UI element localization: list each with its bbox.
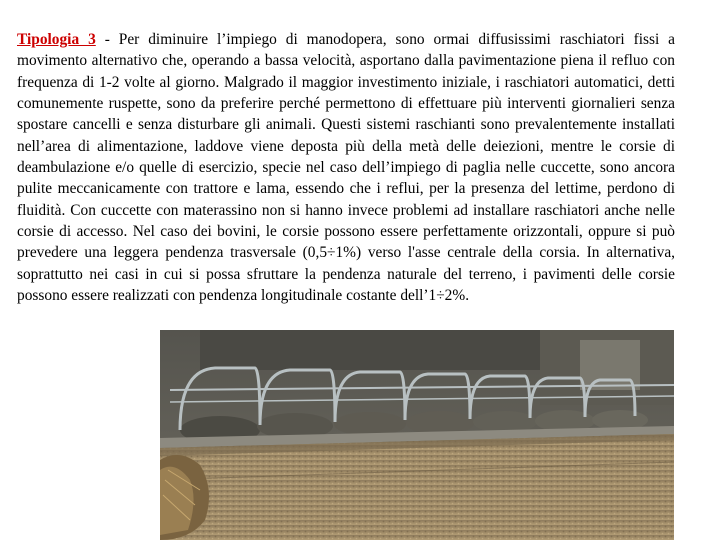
- section-heading: Tipologia 3: [17, 31, 96, 48]
- barn-cubicles-photo: [160, 330, 674, 540]
- body-text: [17, 29, 675, 306]
- body-paragraph: - Per diminuire l’impiego di manodopera, sono ormai diffusissimi raschiatori fissi a movimento alternativo che, operando a bassa velocità, asportano dalla pavimentazione piena il refluo con frequenza di 1-2 volte al giorno. Malgrado il maggior investimento iniziale, i raschiatori automatici, detti comunemente ruspette, sono da preferire perché permettono di effettuare più interventi giornalieri senza spostare cancelli e senza disturbare gli animali. Questi sistemi raschianti sono prevalentemente installati nell’area di alimentazione, laddove viene deposta più della metà delle deiezioni, mentre le corsie di deambulazione e/o quelle di esercizio, specie nel caso dell’impiego di paglia nelle cuccette, sono ancora pulite meccanicamente con trattore e lama, essendo che i reflui, per la presenza del lettime, perdono di fluidità. Con cuccette con materassino non si hanno invece problemi ad installare raschiatori anche nelle corsie di accesso. Nel caso dei bovini, le corsie possono essere perfettamente orizzontali, oppure si può prevedere una leggera pendenza trasversale (0,5÷1%) verso l'asse centrale della corsia. In alternativa, soprattutto nei casi in cui si possa sfruttare la pendenza naturale del terreno, i pavimenti delle corsie possono essere realizzati con pendenza longitudinale costante dell’1÷2%.: [17, 31, 676, 305]
